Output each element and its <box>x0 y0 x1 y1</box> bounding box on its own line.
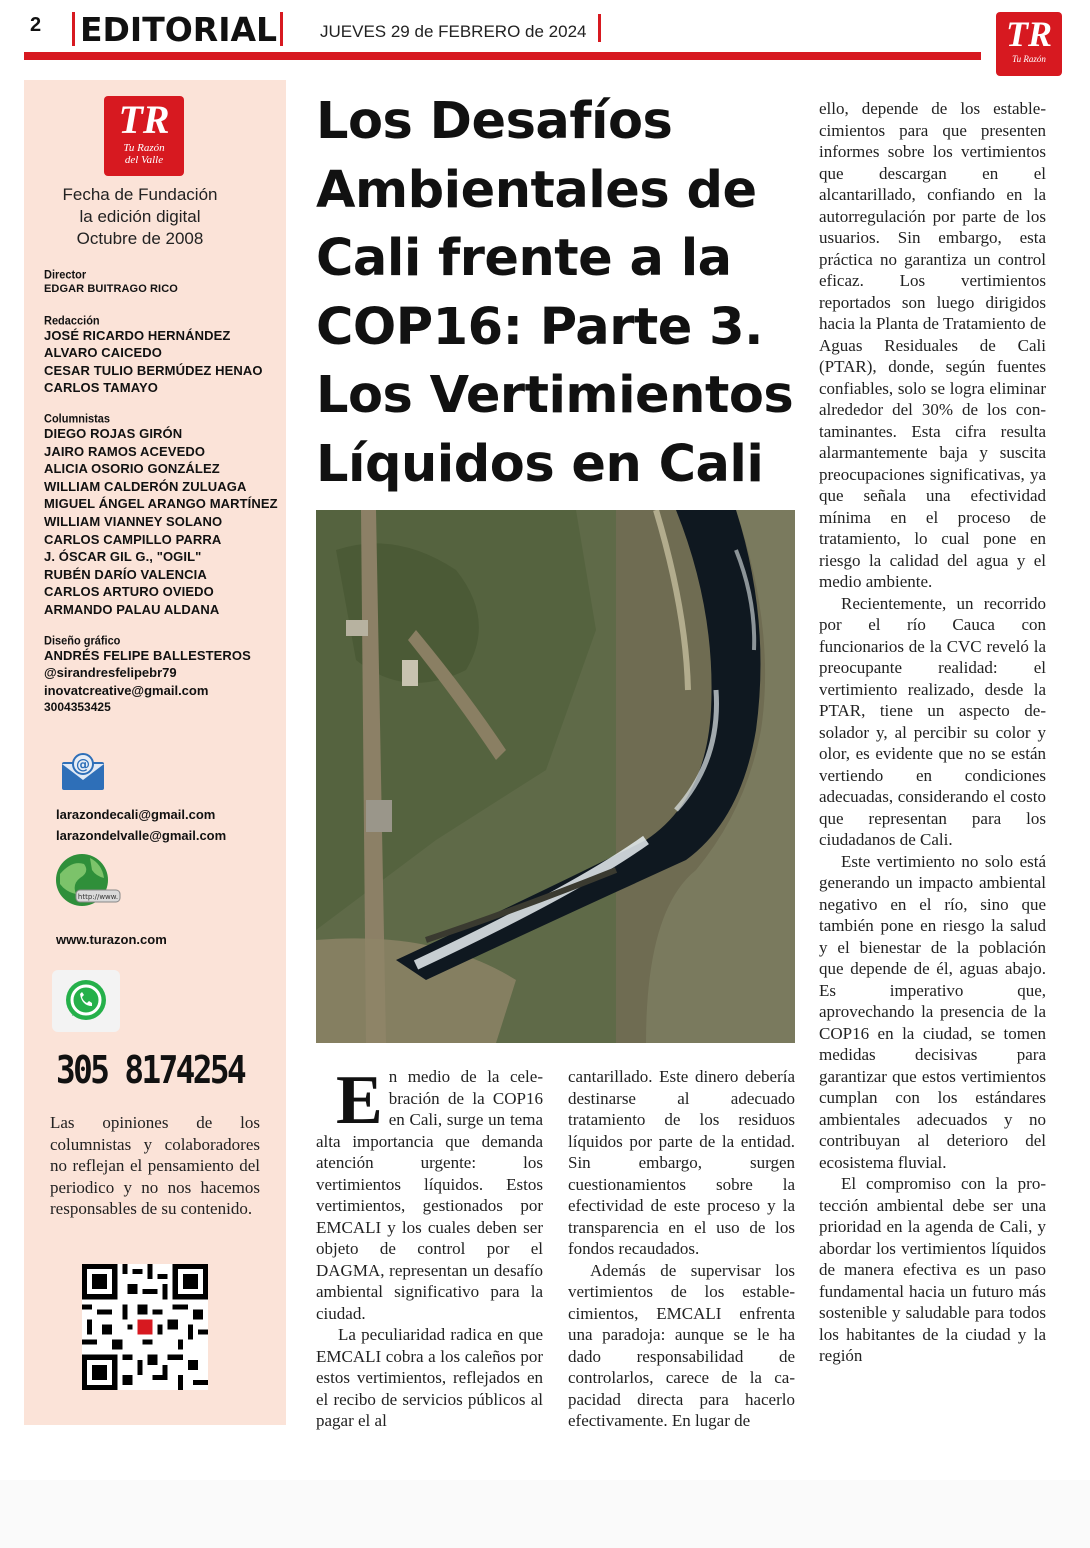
logo-text: TR <box>1005 14 1052 54</box>
founding-line: Fecha de Fundación <box>62 185 218 204</box>
columnist-name: MIGUEL ÁNGEL ARANGO MARTÍNEZ <box>44 496 278 512</box>
designer-phone: 3004353425 <box>44 700 111 715</box>
issue-date: JUEVES 29 de FEBRERO de 2024 <box>320 22 587 41</box>
website-link[interactable]: www.turazon.com <box>56 932 167 947</box>
section-title: EDITORIAL <box>80 10 278 49</box>
article-paragraph: El compromiso con la protección ambiental debe ser una prioridad en la agenda de Cali, y abordar los vertimientos líquidos de manera efectiva es un paso fundamental hacia un futuro más sostenible y saludable para todos los habitantes de la ciudad y la región <box>819 1174 1046 1365</box>
opinion-disclaimer: Las opiniones de los columnistas y colaboradores no reflejan el pensamiento del periodico y no nos hacemos responsables de su contenido. <box>50 1113 260 1218</box>
article-paragraph: ello, depende de los establecimientos para que presenten informes sobre los vertimientos que descargan en el alcantarillado, confiando en la autorregulación por parte de los usuarios. Sin embargo, esta práctica no garantiza un control eficaz. Los vertimientos reportados son luego dirigidos hacia la Planta de Tratamiento de Aguas Residuales de Cali (PTAR), donde, según fuentes confiables, solo se logra eliminar alrededor del 30% de los contaminantes. Esta cifra resulta alarmantemente baja y suscita preocupaciones significativas, ya que señala una efectividad mínima en el proceso de tratamiento, lo cual pone en riesgo la calidad del agua y el medio ambiente. <box>819 99 1046 591</box>
logo-subtitle: Tu Razón <box>1012 54 1046 64</box>
headline-line: Los Vertimientos <box>316 366 794 425</box>
founding-line: la edición digital <box>79 207 201 226</box>
headline-line: Líquidos en Cali <box>316 434 764 494</box>
header-rule <box>24 52 981 60</box>
sidebar-logo-text: TR <box>118 97 170 142</box>
masthead-logo <box>996 12 1062 76</box>
date-divider <box>598 14 601 42</box>
headline-line: COP16: Parte 3. <box>316 297 763 357</box>
designer-handle[interactable]: @sirandresfelipebr79 <box>44 665 177 681</box>
headline-line: Ambientales de <box>316 160 757 220</box>
article-headline <box>316 88 796 499</box>
designer-name: ANDRÉS FELIPE BALLESTEROS <box>44 647 251 663</box>
director-name: EDGAR BUITRAGO RICO <box>44 283 178 295</box>
email-link[interactable]: larazondecali@gmail.com <box>56 807 216 822</box>
section-divider-left <box>72 12 75 46</box>
whatsapp-icon <box>52 970 120 1032</box>
columnist-name: ARMANDO PALAU ALDANA <box>44 601 220 617</box>
article-paragraph: cantarillado. Este dinero debería destinarse al adecuado tratamiento de los residuos líquidos por parte de la entidad. Sin embargo, surgen cuestionamientos sobre la efectividad de este proceso y la transparencia en el uso de los fondos recaudados. <box>568 1067 795 1258</box>
article-column-3 <box>819 98 1046 1367</box>
email-icon <box>60 752 106 792</box>
sidebar-logo-sub1: Tu Razón <box>123 142 165 154</box>
article-column-1 <box>316 1062 543 1432</box>
article-column-2 <box>568 1066 795 1432</box>
diseno-label: Diseño gráfico <box>44 633 121 648</box>
director-label: Director <box>44 268 87 282</box>
staff-name: JOSÉ RICARDO HERNÁNDEZ <box>44 327 231 343</box>
columnist-name: J. ÓSCAR GIL G., "OGIL" <box>44 549 202 565</box>
staff-list <box>44 260 284 717</box>
columnist-name: WILLIAM VIANNEY SOLANO <box>44 513 223 529</box>
article-paragraph: Recientemente, un recorrido por el río Cauca con funcionarios de la CVC reveló la preocupante realidad: el vertimiento realizado, desde la PTAR, tiene un aspecto desolador y, al percibir su color y olor, es evidente que no se están vertiendo en condiciones adecuadas, considerando el costo que representan para los ciudadanos de Cali. <box>819 593 1046 849</box>
svg-text:@: @ <box>76 757 90 773</box>
columnist-name: ALICIA OSORIO GONZÁLEZ <box>44 461 220 477</box>
page-bottom-margin <box>0 1480 1090 1548</box>
page-header <box>0 0 1090 80</box>
article-paragraph: n medio de la celebración de la COP16 en Cali, surge un tema alta importancia que demanda atención urgente: los vertimientos líquidos. Estos vertimientos, gestionados por EMCALI y los cuales deben ser objeto de control por el DAGMA, representan un desafío ambiental significativo para la ciudad. <box>316 1067 543 1323</box>
designer-email[interactable]: inovatcreative@gmail.com <box>44 682 209 698</box>
email-link[interactable]: larazondelvalle@gmail.com <box>56 828 227 843</box>
staff-name: CESAR TULIO BERMÚDEZ HENAO <box>44 362 263 378</box>
contact-phone: 305 8174254 <box>56 1048 245 1092</box>
globe-icon <box>50 850 128 914</box>
aerial-river-photo <box>316 510 795 1043</box>
staff-name: CARLOS TAMAYO <box>44 380 158 396</box>
columnist-name: CARLOS ARTURO OVIEDO <box>44 584 214 600</box>
section-divider-right <box>280 12 283 46</box>
headline-line: Cali frente a la <box>316 229 732 288</box>
article-paragraph: Este vertimiento no solo está generando un impacto ambiental negativo en el río, sino que también pone en riesgo la salud y el bienestar de la población que depende de él, aguas abajo. Es imperativo que, aprovechando la presencia de la COP16 en la ciudad, se tomen medidas decisivas para garantizar que estos vertimientos cumplan con los estándares ambientales adecuados y no contribuyan al deterioro del ecosistema fluvial. <box>819 851 1046 1172</box>
article-paragraph: Además de supervisar los vertimientos de los establecimientos, EMCALI enfrenta una paradoja: aunque se le ha dado responsabilidad de controlarlos, carece de la capacidad directa para hacerlo efectivamente. En lugar de <box>568 1260 795 1430</box>
svg-text:http://www.: http://www. <box>77 893 119 901</box>
drop-cap: E <box>336 1062 383 1139</box>
sidebar-logo-sub2: del Valle <box>124 154 164 166</box>
columnist-name: DIEGO ROJAS GIRÓN <box>44 425 183 441</box>
headline-line: Los Desafíos <box>316 92 673 151</box>
columnistas-label: Columnistas <box>44 412 111 426</box>
columnist-name: WILLIAM CALDERÓN ZULUAGA <box>44 478 247 494</box>
sidebar-logo <box>104 96 184 176</box>
article-paragraph: La peculiaridad radica en que EMCALI cobra a los caleños por estos vertimientos, reflejados en el recibo de servicios públicos al pagar el al <box>316 1325 543 1430</box>
contact-emails <box>56 804 226 846</box>
columnist-name: CARLOS CAMPILLO PARRA <box>44 531 222 547</box>
founding-info <box>24 184 256 250</box>
staff-name: ALVARO CAICEDO <box>44 345 162 361</box>
page-number: 2 <box>30 14 42 36</box>
columnist-name: JAIRO RAMOS ACEVEDO <box>44 443 206 459</box>
founding-line: Octubre de 2008 <box>76 229 204 248</box>
qr-code[interactable] <box>82 1264 208 1390</box>
redaccion-label: Redacción <box>44 313 100 328</box>
columnist-name: RUBÉN DARÍO VALENCIA <box>44 566 207 582</box>
staff-sidebar <box>24 80 286 1425</box>
